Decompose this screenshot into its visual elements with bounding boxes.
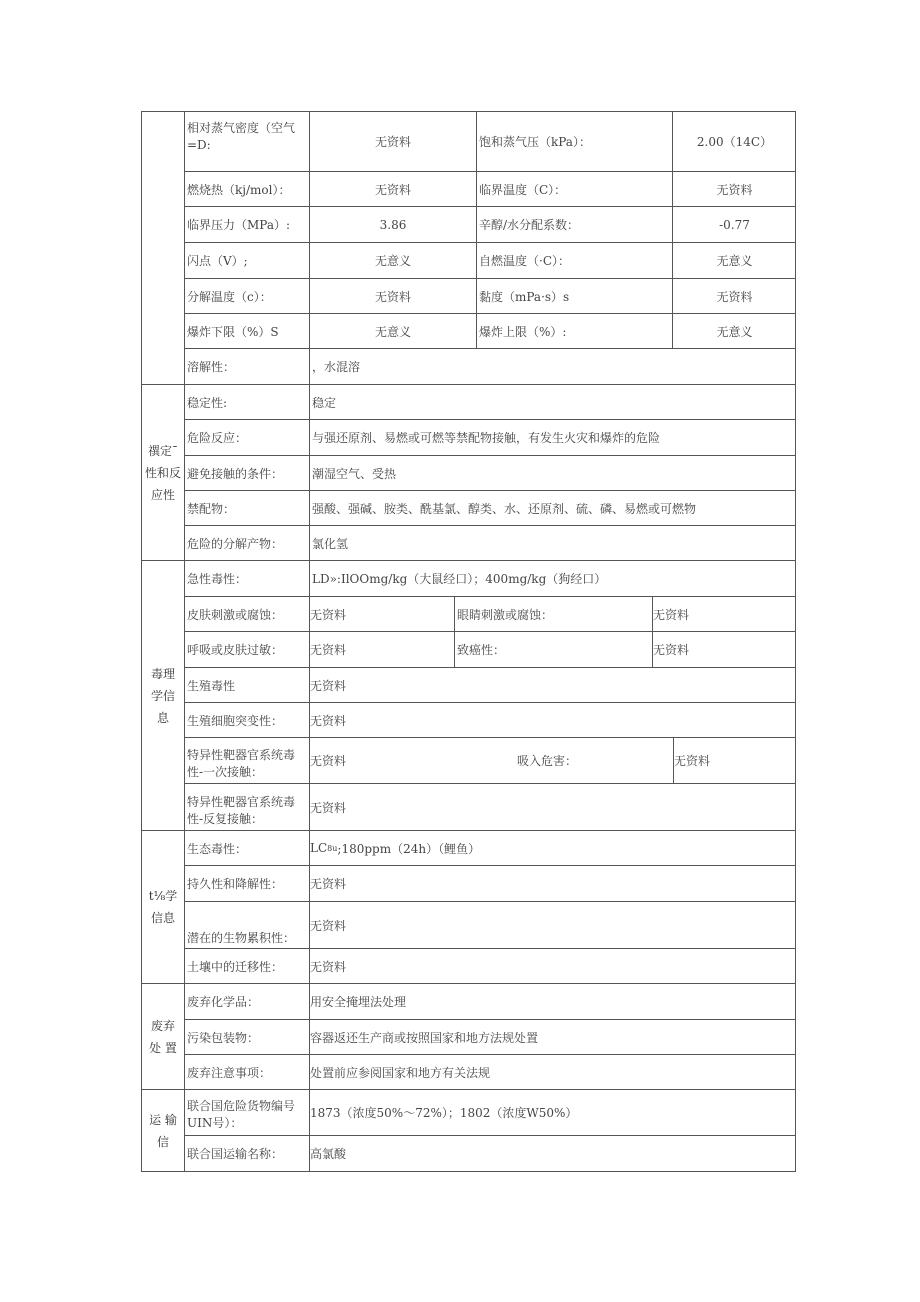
table-row — [185, 491, 795, 526]
property-label: 眼睛刺激或腐蚀： — [454, 597, 652, 631]
section-toxicology-label: 毒理 学信 息 — [150, 666, 175, 725]
table-row — [185, 668, 795, 703]
property-value: 无资料 — [309, 279, 476, 313]
table-row — [185, 207, 795, 243]
property-value: 与强还原剂、易燃或可燃等禁配物接触，有发生火灾和爆炸的危险 — [309, 420, 795, 455]
table-row — [185, 597, 795, 632]
property-value: 无意义 — [309, 314, 476, 348]
property-value: ，水混溶 — [309, 349, 795, 384]
property-value: 无资料 — [309, 112, 476, 171]
table-row — [185, 526, 795, 561]
property-label: 爆炸下限（%）S — [187, 324, 279, 339]
property-label: 潜在的生物累积性： — [187, 931, 296, 945]
property-label: 特异性靶器官系统毒性-一次接触： — [187, 748, 296, 779]
section-stability — [142, 385, 184, 561]
property-label: 生殖细胞突变性： — [187, 713, 284, 728]
property-value: 2.00（14C） — [672, 112, 796, 171]
table-row — [185, 349, 795, 385]
property-value: 无资料 — [652, 632, 795, 667]
property-label: 溶解性： — [187, 360, 236, 374]
property-value: 无资料 — [672, 172, 796, 206]
eco-value-subscript: 8u — [327, 843, 338, 853]
property-label: 废弃化学品： — [187, 995, 260, 1009]
table-row — [185, 866, 795, 902]
property-value: 容器返还生产商或按照国家和地方法规处置 — [309, 1020, 795, 1054]
table-row — [185, 420, 795, 456]
property-value: 无意义 — [309, 243, 476, 278]
property-label: 禁配物： — [187, 501, 236, 516]
property-value: 无资料 — [309, 172, 476, 206]
property-label: 皮肤刺激或腐蚀： — [187, 607, 284, 622]
property-label: 急性毒性： — [187, 572, 248, 586]
property-label: 危险反应： — [187, 431, 248, 445]
section-disposal-label: 废弃 处 置 — [149, 1018, 177, 1055]
property-value: 无意义 — [672, 314, 796, 348]
table-row — [185, 831, 795, 866]
property-label: 特异性靶器官系统毒性-反复接触： — [187, 795, 296, 826]
property-label: 生态毒性： — [187, 841, 248, 856]
property-value: 1873（浓度50%～72%）；1802（浓度W50%） — [309, 1090, 795, 1135]
property-value: 无资料 — [673, 738, 795, 783]
table-row — [185, 456, 795, 491]
property-label: 闪点（V）; — [187, 254, 248, 268]
property-value: 无资料 — [309, 866, 795, 901]
aspiration-label: 吸入危害： — [517, 754, 578, 768]
property-value — [309, 831, 795, 865]
section-stability-label: 禩定ˉ 性和反 应性 — [144, 443, 181, 502]
property-value: 无资料 — [652, 597, 795, 631]
property-value: -0.77 — [672, 207, 796, 242]
table-row — [185, 949, 795, 984]
table-row — [185, 784, 795, 831]
table-row — [185, 314, 795, 349]
property-value: 氯化氢 — [309, 526, 795, 560]
sds-table — [141, 111, 796, 1172]
table-row — [185, 738, 795, 784]
eco-value-prefix: LC — [310, 841, 328, 855]
stot-single-value: 无资料 — [310, 754, 347, 768]
property-label: 自燃温度（·C）： — [476, 243, 672, 278]
property-value: 用安全掩埋法处理 — [309, 984, 795, 1019]
section-transport-label: 运 输信 — [149, 1112, 177, 1149]
table-row — [185, 1020, 795, 1055]
property-label: 致癌性： — [454, 632, 652, 667]
property-value: 处置前应参阅国家和地方有关法规 — [309, 1055, 795, 1089]
table-row — [185, 112, 795, 172]
property-label: 分解温度（c）： — [187, 289, 272, 304]
property-value: 无资料 — [309, 632, 454, 667]
property-label: 饱和蒸气压（kPa）： — [476, 112, 672, 171]
eco-value-rest: ;180ppm（24h）（鲤鱼） — [337, 841, 481, 856]
property-value: 无资料 — [309, 597, 454, 631]
section-physical — [142, 112, 184, 385]
section-ecology — [142, 831, 184, 984]
property-label: 生殖毒性 — [187, 678, 236, 693]
property-label: 稳定性: — [187, 395, 228, 410]
table-row — [185, 703, 795, 738]
property-label: 危险的分解产物： — [187, 536, 284, 551]
property-value: 无资料 — [309, 703, 795, 737]
section-disposal — [142, 984, 184, 1090]
table-row — [185, 243, 795, 279]
property-value: 无资料 — [672, 279, 796, 313]
property-label: 废弃注意事项： — [187, 1065, 272, 1080]
property-label: 联合国运输名称： — [187, 1147, 284, 1161]
table-row — [185, 561, 795, 597]
property-value: 潮湿空气、受热 — [309, 456, 795, 490]
section-transport — [142, 1090, 184, 1171]
property-label: 呼吸或皮肤过敏： — [187, 643, 284, 657]
property-value: 无意义 — [672, 243, 796, 278]
property-value: 无资料 — [309, 668, 795, 702]
property-label: 避免接触的条件： — [187, 466, 284, 481]
property-value: 3.86 — [309, 207, 476, 242]
table-row — [185, 632, 795, 668]
property-label: 燃烧热（kj/mol）： — [187, 182, 291, 197]
property-value: 稳定 — [309, 385, 795, 419]
table-row — [185, 902, 795, 949]
section-ecology-label: t⅛学 信息 — [148, 889, 178, 925]
property-value: 高氯酸 — [309, 1136, 795, 1171]
property-value: LD»:IlOOmg/kg（大鼠经口）；400mg/kg（狗经口） — [309, 561, 795, 596]
table-row — [185, 1055, 795, 1090]
table-row — [185, 1136, 795, 1171]
section-toxicology — [142, 561, 184, 831]
table-row — [185, 172, 795, 207]
table-row — [185, 1090, 795, 1136]
property-label: 辛醇/水分配系数： — [476, 207, 672, 242]
property-label: 黏度（mPa·s）s — [476, 279, 672, 313]
table-row — [185, 279, 795, 314]
property-label: 联合国危险货物编号UIN号）： — [187, 1099, 296, 1130]
property-value: 无资料 — [309, 902, 795, 948]
property-label: 爆炸上限（%）: — [476, 314, 672, 348]
property-label: 临界压力（MPa）: — [187, 218, 291, 232]
property-label: 相对蒸气密度（空气=D: — [187, 121, 296, 152]
property-label: 临界温度（C）： — [476, 172, 672, 206]
table-row — [185, 984, 795, 1020]
property-label: 污染包装物： — [187, 1030, 260, 1045]
property-label: 土壤中的迁移性： — [187, 959, 284, 974]
property-value — [309, 738, 673, 783]
property-value: 无资料 — [309, 949, 795, 983]
property-value: 强酸、强碱、胺类、酰基氯、醇类、水、还原剂、硫、磷、易燃或可燃物 — [309, 491, 795, 525]
property-value: 无资料 — [309, 784, 795, 830]
table-row — [185, 385, 795, 420]
property-label: 持久性和降解性： — [187, 877, 284, 891]
